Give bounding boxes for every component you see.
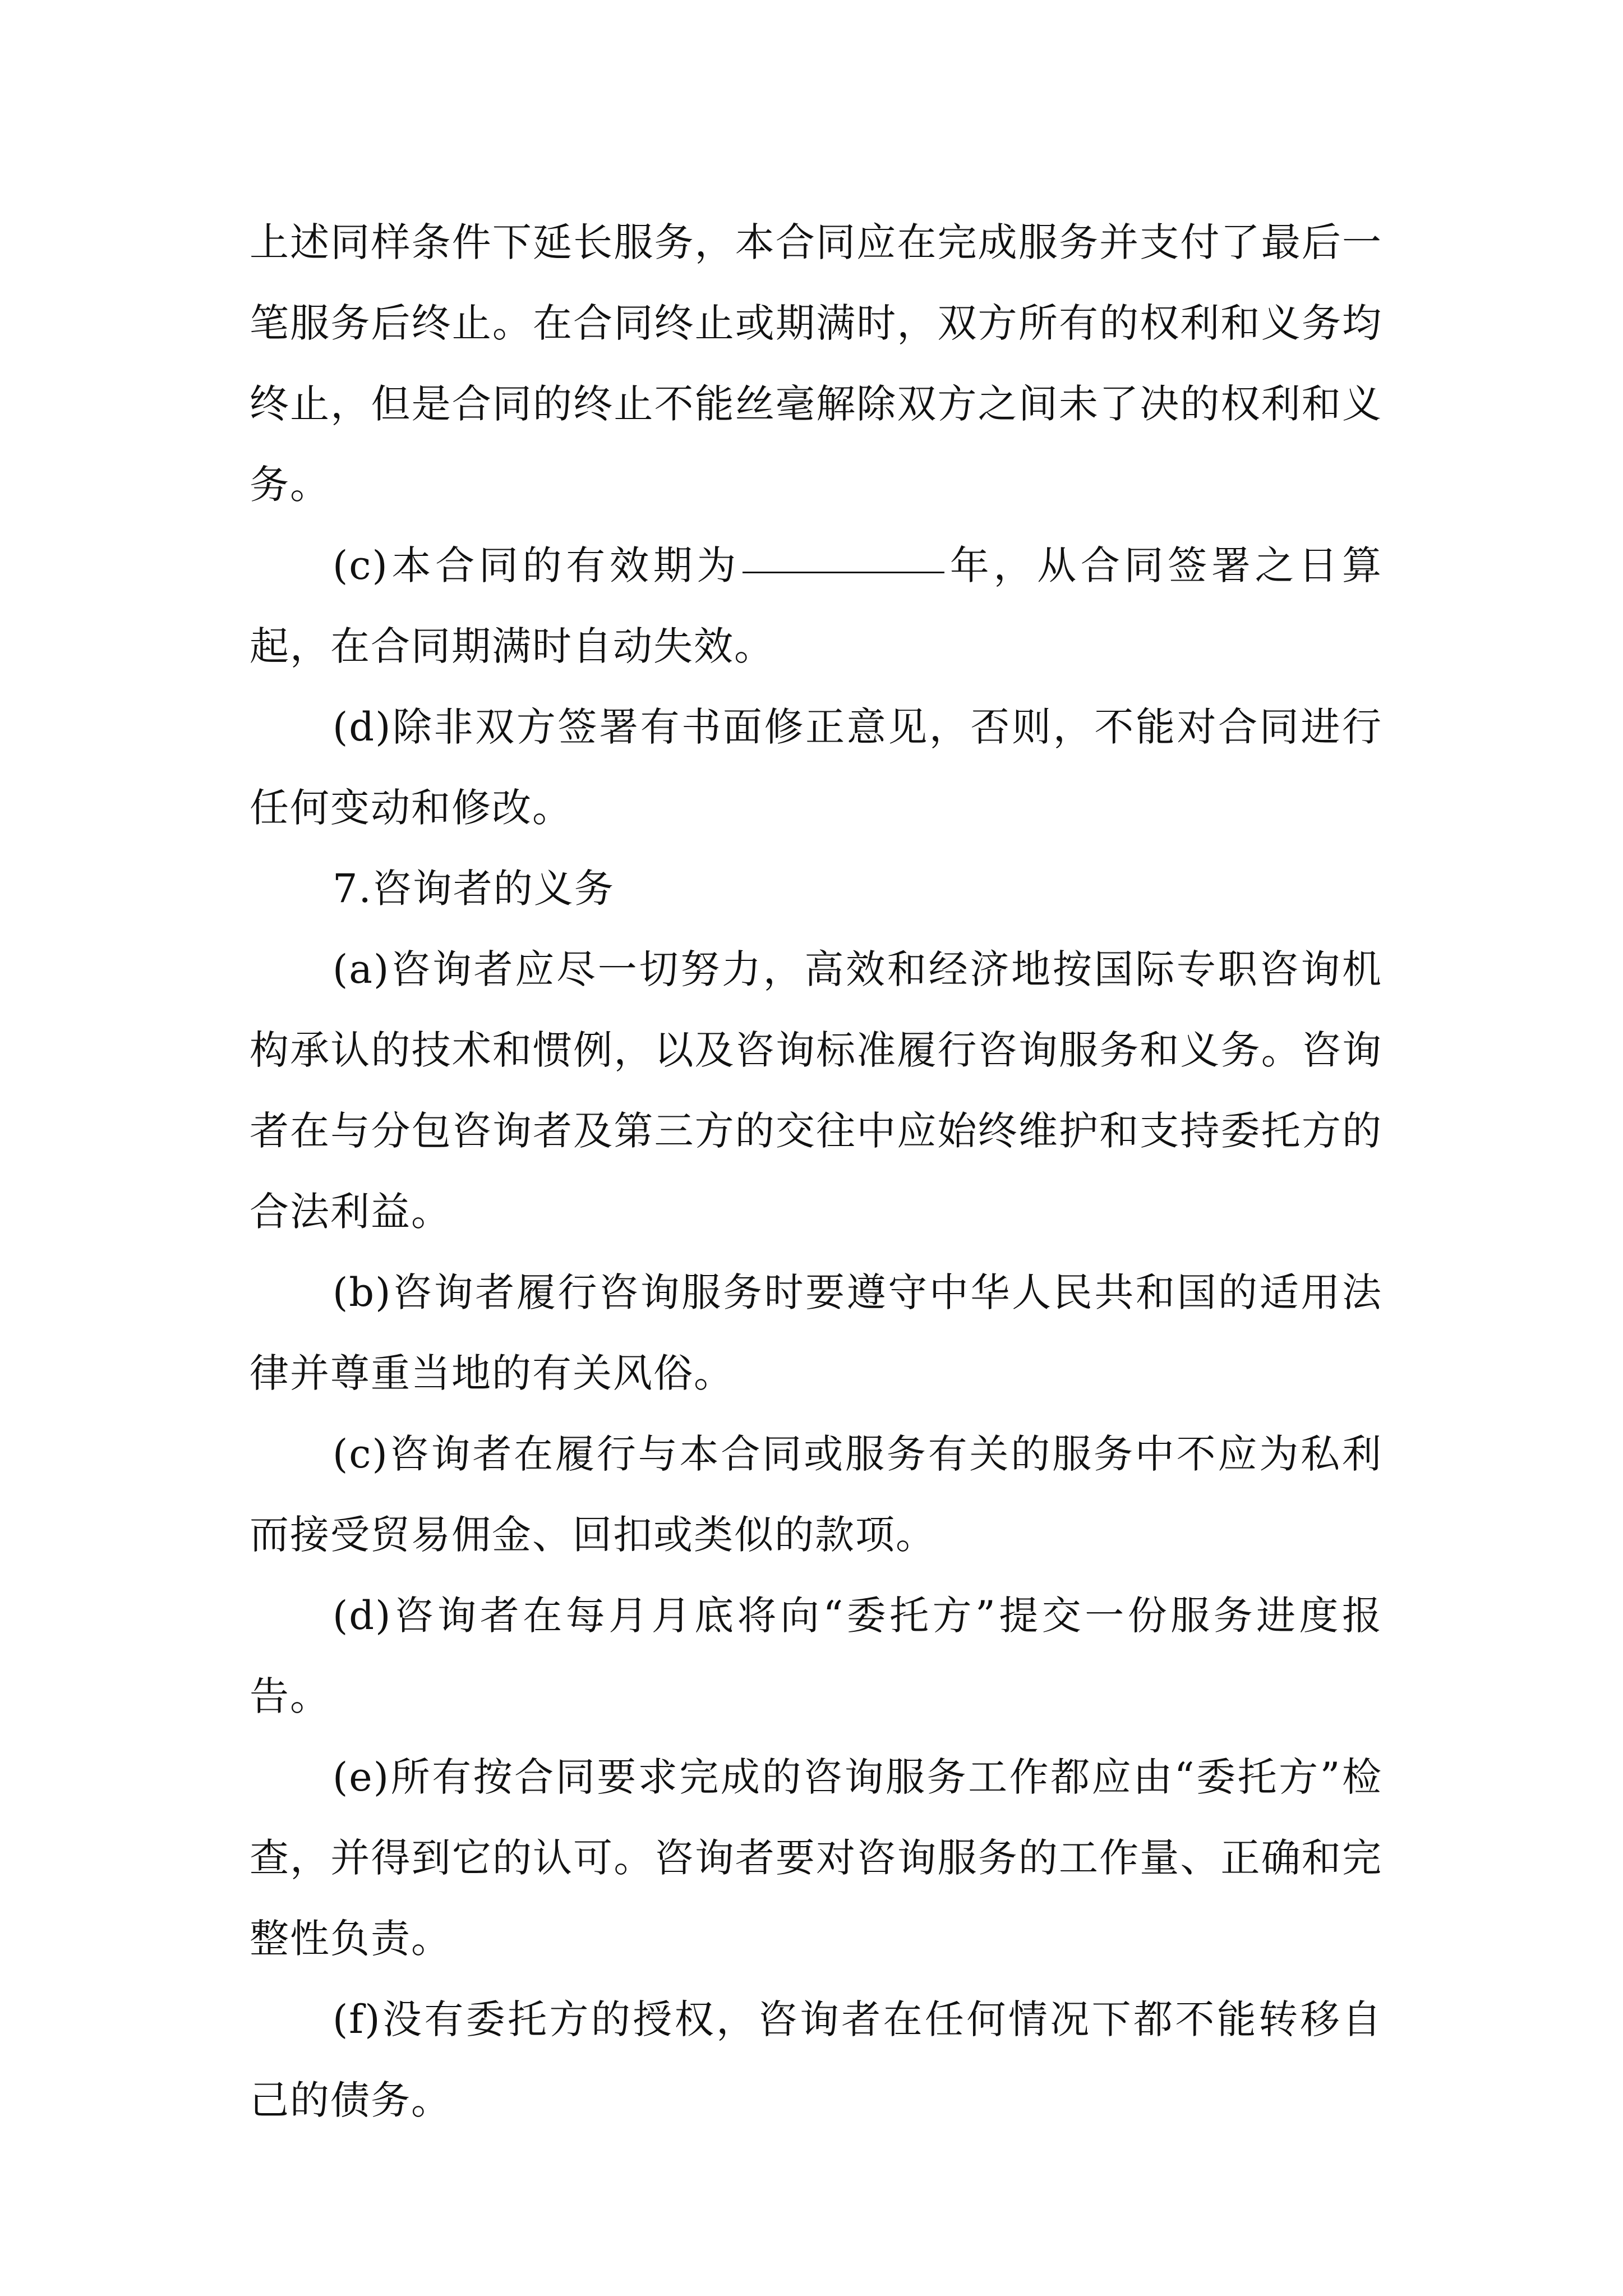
paragraph-obligation-c: (c)咨询者在履行与本合同或服务有关的服务中不应为私利而接受贸易佣金、回扣或类似的款项。 xyxy=(250,1431,1382,1558)
paragraph-obligation-b: (b)咨询者履行咨询服务时要遵守中华人民共和国的适用法律并尊重当地的有关风俗。 xyxy=(250,1269,1382,1396)
section-heading-consultant-obligations: 7.咨询者的义务 xyxy=(333,866,615,912)
paragraph-obligation-e: (e)所有按合同要求完成的咨询服务工作都应由“委托方”检查，并得到它的认可。咨询者要对咨询服务的工作量、正确和完整性负责。 xyxy=(250,1754,1382,1962)
paragraph-continuation: 上述同样条件下延长服务，本合同应在完成服务并支付了最后一笔服务后终止。在合同终止或期满时，双方所有的权利和义务均终止，但是合同的终止不能丝毫解除双方之间未了决的权利和义务。 xyxy=(250,219,1382,508)
paragraph-obligation-f: (f)没有委托方的授权，咨询者在任何情况下都不能转移自己的债务。 xyxy=(250,1996,1382,2123)
paragraph-amendment: (d)除非双方签署有书面修正意见，否则，不能对合同进行任何变动和修改。 xyxy=(250,704,1382,831)
years-blank-line xyxy=(743,571,944,573)
paragraph-obligation-d: (d)咨询者在每月月底将向“委托方”提交一份服务进度报告。 xyxy=(250,1593,1382,1719)
validity-text-after: 年，从合同签署之日算起，在合同期满时自动失效。 xyxy=(250,542,1382,669)
document-body xyxy=(250,202,1382,2141)
paragraph-validity-period xyxy=(250,525,1382,687)
paragraph-obligation-a: (a)咨询者应尽一切努力，高效和经济地按国际专职咨询机构承认的技术和惯例，以及咨询标准履行咨询服务和义务。咨询者在与分包咨询者及第三方的交往中应始终维护和支持委托方的合法利益。 xyxy=(250,946,1382,1235)
validity-text-before: (c)本合同的有效期为 xyxy=(333,542,741,588)
